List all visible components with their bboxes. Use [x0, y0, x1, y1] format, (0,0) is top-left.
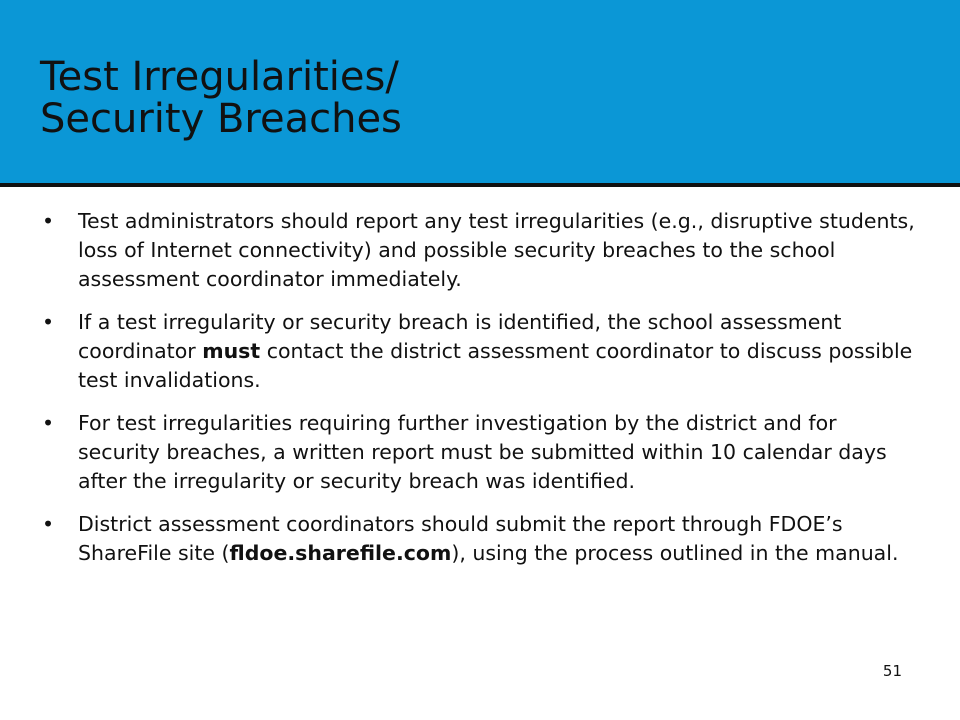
bullet-list	[40, 207, 920, 582]
slide-title-line-1: Test Irregularities/	[40, 54, 399, 100]
bullet-dot-icon	[42, 308, 62, 337]
page-number: 51	[882, 662, 902, 680]
bullet-dot-icon	[42, 409, 62, 438]
bullet-dot-icon	[42, 207, 62, 236]
bullet-text-after: ), using the process outlined in the manual.	[451, 541, 899, 565]
sharefile-link-text: fldoe.sharefile.com	[229, 541, 452, 565]
bullet-text-before: If a test irregularity or security breach is identified, the school assessment coordinator	[78, 310, 842, 363]
slide-title-line-2: Security Breaches	[40, 96, 402, 142]
bullet-emphasis: must	[202, 339, 261, 363]
bullet-text-before: District assessment coordinators should submit the report through FDOE’s ShareFile site (	[78, 512, 843, 565]
bullet-item	[40, 207, 920, 294]
bullet-item	[40, 308, 920, 395]
bullet-dot-icon	[42, 510, 62, 539]
bullet-text: For test irregularities requiring further investigation by the district and for security breaches, a written report must be submitted within 10 calendar days after the irregularity or security breach was identified.	[78, 411, 887, 493]
title-banner	[0, 0, 960, 187]
bullet-text: Test administrators should report any test irregularities (e.g., disruptive students, loss of Internet connectivity) and possible security breaches to the school assessment coordinator immediately.	[78, 209, 915, 291]
bullet-item	[40, 510, 920, 568]
slide-title	[40, 56, 402, 140]
bullet-text-after: contact the district assessment coordinator to discuss possible test invalidations.	[78, 339, 913, 392]
bullet-item	[40, 409, 920, 496]
